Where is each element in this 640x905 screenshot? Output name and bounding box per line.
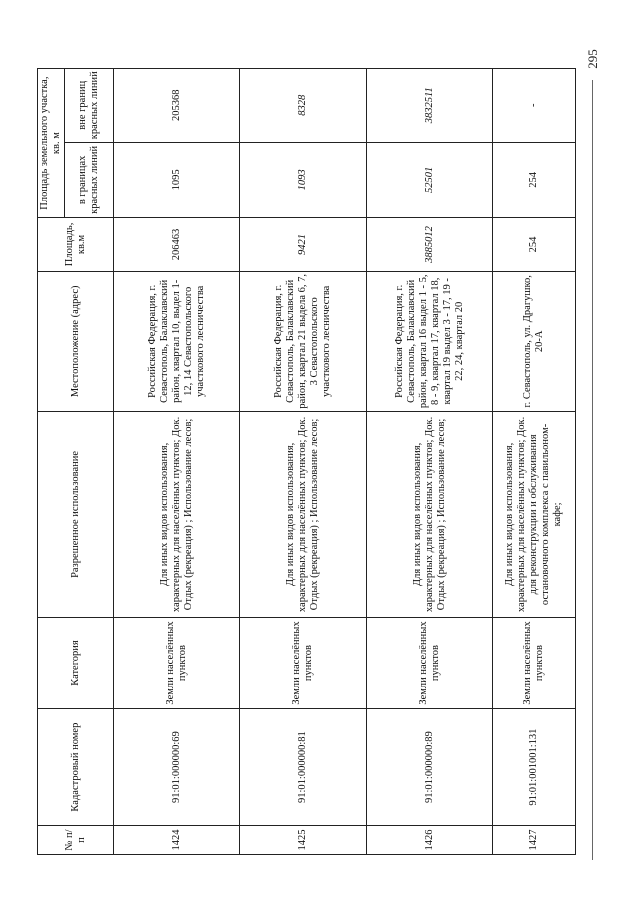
col-header-within-red: в границах красных линий xyxy=(65,142,114,218)
cell-num: 1425 xyxy=(240,826,366,855)
cell-cadastral: 91:01:000000:69 xyxy=(114,709,240,826)
page-number: 295 xyxy=(585,49,600,69)
cell-location: г. Севастополь, ул. Драгушко, 20-А xyxy=(493,271,576,411)
cell-within: 1093 xyxy=(240,142,366,218)
col-header-area: Площадь, кв.м xyxy=(38,218,114,271)
cell-within: 52501 xyxy=(366,142,492,218)
cell-location: Российская Федерация, г. Севастополь, Балаклавский район, квартал 21 выдела 6, 7, 3 Севастопольского участкового лесничества xyxy=(240,271,366,411)
cell-num: 1427 xyxy=(493,826,576,855)
cell-outside: 8328 xyxy=(240,69,366,143)
table-row xyxy=(493,69,576,855)
table-row xyxy=(366,69,492,855)
cell-num: 1426 xyxy=(366,826,492,855)
cell-use: Для иных видов использования, характерных для населённых пунктов; Док. Отдых (рекреация) ; Использование лесов; xyxy=(240,411,366,617)
cell-num: 1424 xyxy=(114,826,240,855)
cell-use: Для иных видов использования, характерных для населённых пунктов; Док. Отдых (рекреация) ; Использование лесов; xyxy=(366,411,492,617)
cell-category: Земли населённых пунктов xyxy=(240,617,366,708)
cell-within: 254 xyxy=(493,142,576,218)
footer-rule xyxy=(592,80,593,860)
col-header-location: Местоположение (адрес) xyxy=(38,271,114,411)
cell-cadastral: 91:01:000000:89 xyxy=(366,709,492,826)
cell-location: Российская Федерация, г. Севастополь, Балаклавский район, квартал 16 выдел 1 - 5, 8 - 9, квартал 17, квартал 18, квартал 19 выдел 3 - 17, 19 - 22, 24, квартал 20 xyxy=(366,271,492,411)
cell-outside: 3832511 xyxy=(366,69,492,143)
cell-use xyxy=(493,411,576,617)
rotated-table-wrapper xyxy=(37,68,576,855)
cell-category: Земли населённых пунктов xyxy=(366,617,492,708)
table-row xyxy=(114,69,240,855)
col-header-cadastral: Кадастровый номер xyxy=(38,709,114,826)
col-header-num: № п/п xyxy=(38,826,114,855)
cell-use: Для иных видов использования, характерных для населённых пунктов; Док. Отдых (рекреация) ; Использование лесов; xyxy=(114,411,240,617)
cell-use-text: Для иных видов использования, характерных для населённых пунктов; Док. для реконструкции и обслуживания остановочного комплекса с павильоном-кафе; xyxy=(504,416,564,613)
cell-area: 254 xyxy=(493,218,576,271)
cell-outside: - xyxy=(493,69,576,143)
cell-area: 3885012 xyxy=(366,218,492,271)
col-header-permitted-use: Разрешенное использование xyxy=(38,411,114,617)
col-header-outside-red: вне границ красных линий xyxy=(65,69,114,143)
cell-within: 1095 xyxy=(114,142,240,218)
col-header-land-area: Площадь земельного участка, кв. м xyxy=(38,69,65,218)
cell-cadastral: 91:01:000000:81 xyxy=(240,709,366,826)
land-plots-table xyxy=(37,68,576,855)
table-row xyxy=(240,69,366,855)
cell-category: Земли населённых пунктов xyxy=(493,617,576,708)
cell-category: Земли населённых пунктов xyxy=(114,617,240,708)
cell-location: Российская Федерация, г. Севастополь, Балаклавский район, квартал 10, выдел 1-12, 14 Севастопольского участкового лесничества xyxy=(114,271,240,411)
col-header-category: Категория xyxy=(38,617,114,708)
header-row-1 xyxy=(38,69,65,855)
cell-area: 206463 xyxy=(114,218,240,271)
cell-outside: 205368 xyxy=(114,69,240,143)
cell-cadastral: 91:01:001001:131 xyxy=(493,709,576,826)
cell-area: 9421 xyxy=(240,218,366,271)
